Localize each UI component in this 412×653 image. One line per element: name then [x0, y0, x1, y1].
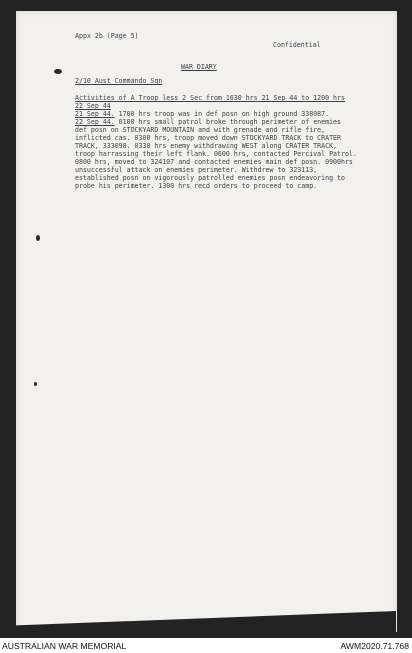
entry-text: 1700 hrs troop was in def posn on high ground 338087. [114, 110, 330, 118]
archive-footer [0, 640, 412, 653]
entry-text: 0100 hrs small patrol broke through perimeter of enemies [114, 118, 341, 126]
diary-entry-line: troop harrassing their left flank. 0600 hrs, contacted Percival Patrol. [75, 150, 357, 158]
diary-entry-line: unsuccessful attack on enemies perimeter. Withdrew to 323113, [75, 166, 318, 174]
unit-name: 2/10 Aust Commando Sqn [75, 77, 163, 85]
activities-heading: Activities of A Troop less 2 Sec from 1630 hrs 21 Sep 44 to 1200 hrs [75, 94, 345, 102]
diary-entry-line: established posn on vigorously patrolled enemies posn endeavoring to [75, 174, 345, 182]
diary-entry-line: TRACK, 333098. 0330 hrs enemy withdrawing WEST along CRATER TRACK, [75, 142, 338, 150]
classification-label: Confidential [273, 41, 321, 49]
diary-entry-line: probe his perimeter. 1300 hrs recd orders to proceed to camp. [75, 182, 318, 190]
diary-entry-line: 0800 hrs, moved to 324107 and contacted enemies main def posn. 0900hrs [75, 158, 353, 166]
activities-heading-continued: 22 Sep 44 [75, 102, 111, 110]
binding-hole-mark [54, 69, 62, 74]
document-page [16, 11, 397, 632]
entry-date: 22 Sep 44. [75, 118, 115, 126]
appendix-reference: Appx 2b (Page 5) [75, 32, 139, 40]
document-title: WAR DIARY [181, 63, 217, 71]
diary-entry-line: inflicted cas. 0300 hrs, troop moved down STOCKYARD TRACK to CRATER [75, 134, 341, 142]
diary-entry-line: def posn on STOCKYARD MOUNTAIN and with grenade and rifle fire, [75, 126, 326, 134]
institution-credit: AUSTRALIAN WAR MEMORIAL [2, 641, 127, 651]
accession-number: AWM2020.71.768 [340, 641, 409, 651]
binding-hole-mark [34, 382, 37, 386]
entry-date: 21 Sep 44. [75, 110, 115, 118]
binding-hole-mark [36, 235, 40, 241]
